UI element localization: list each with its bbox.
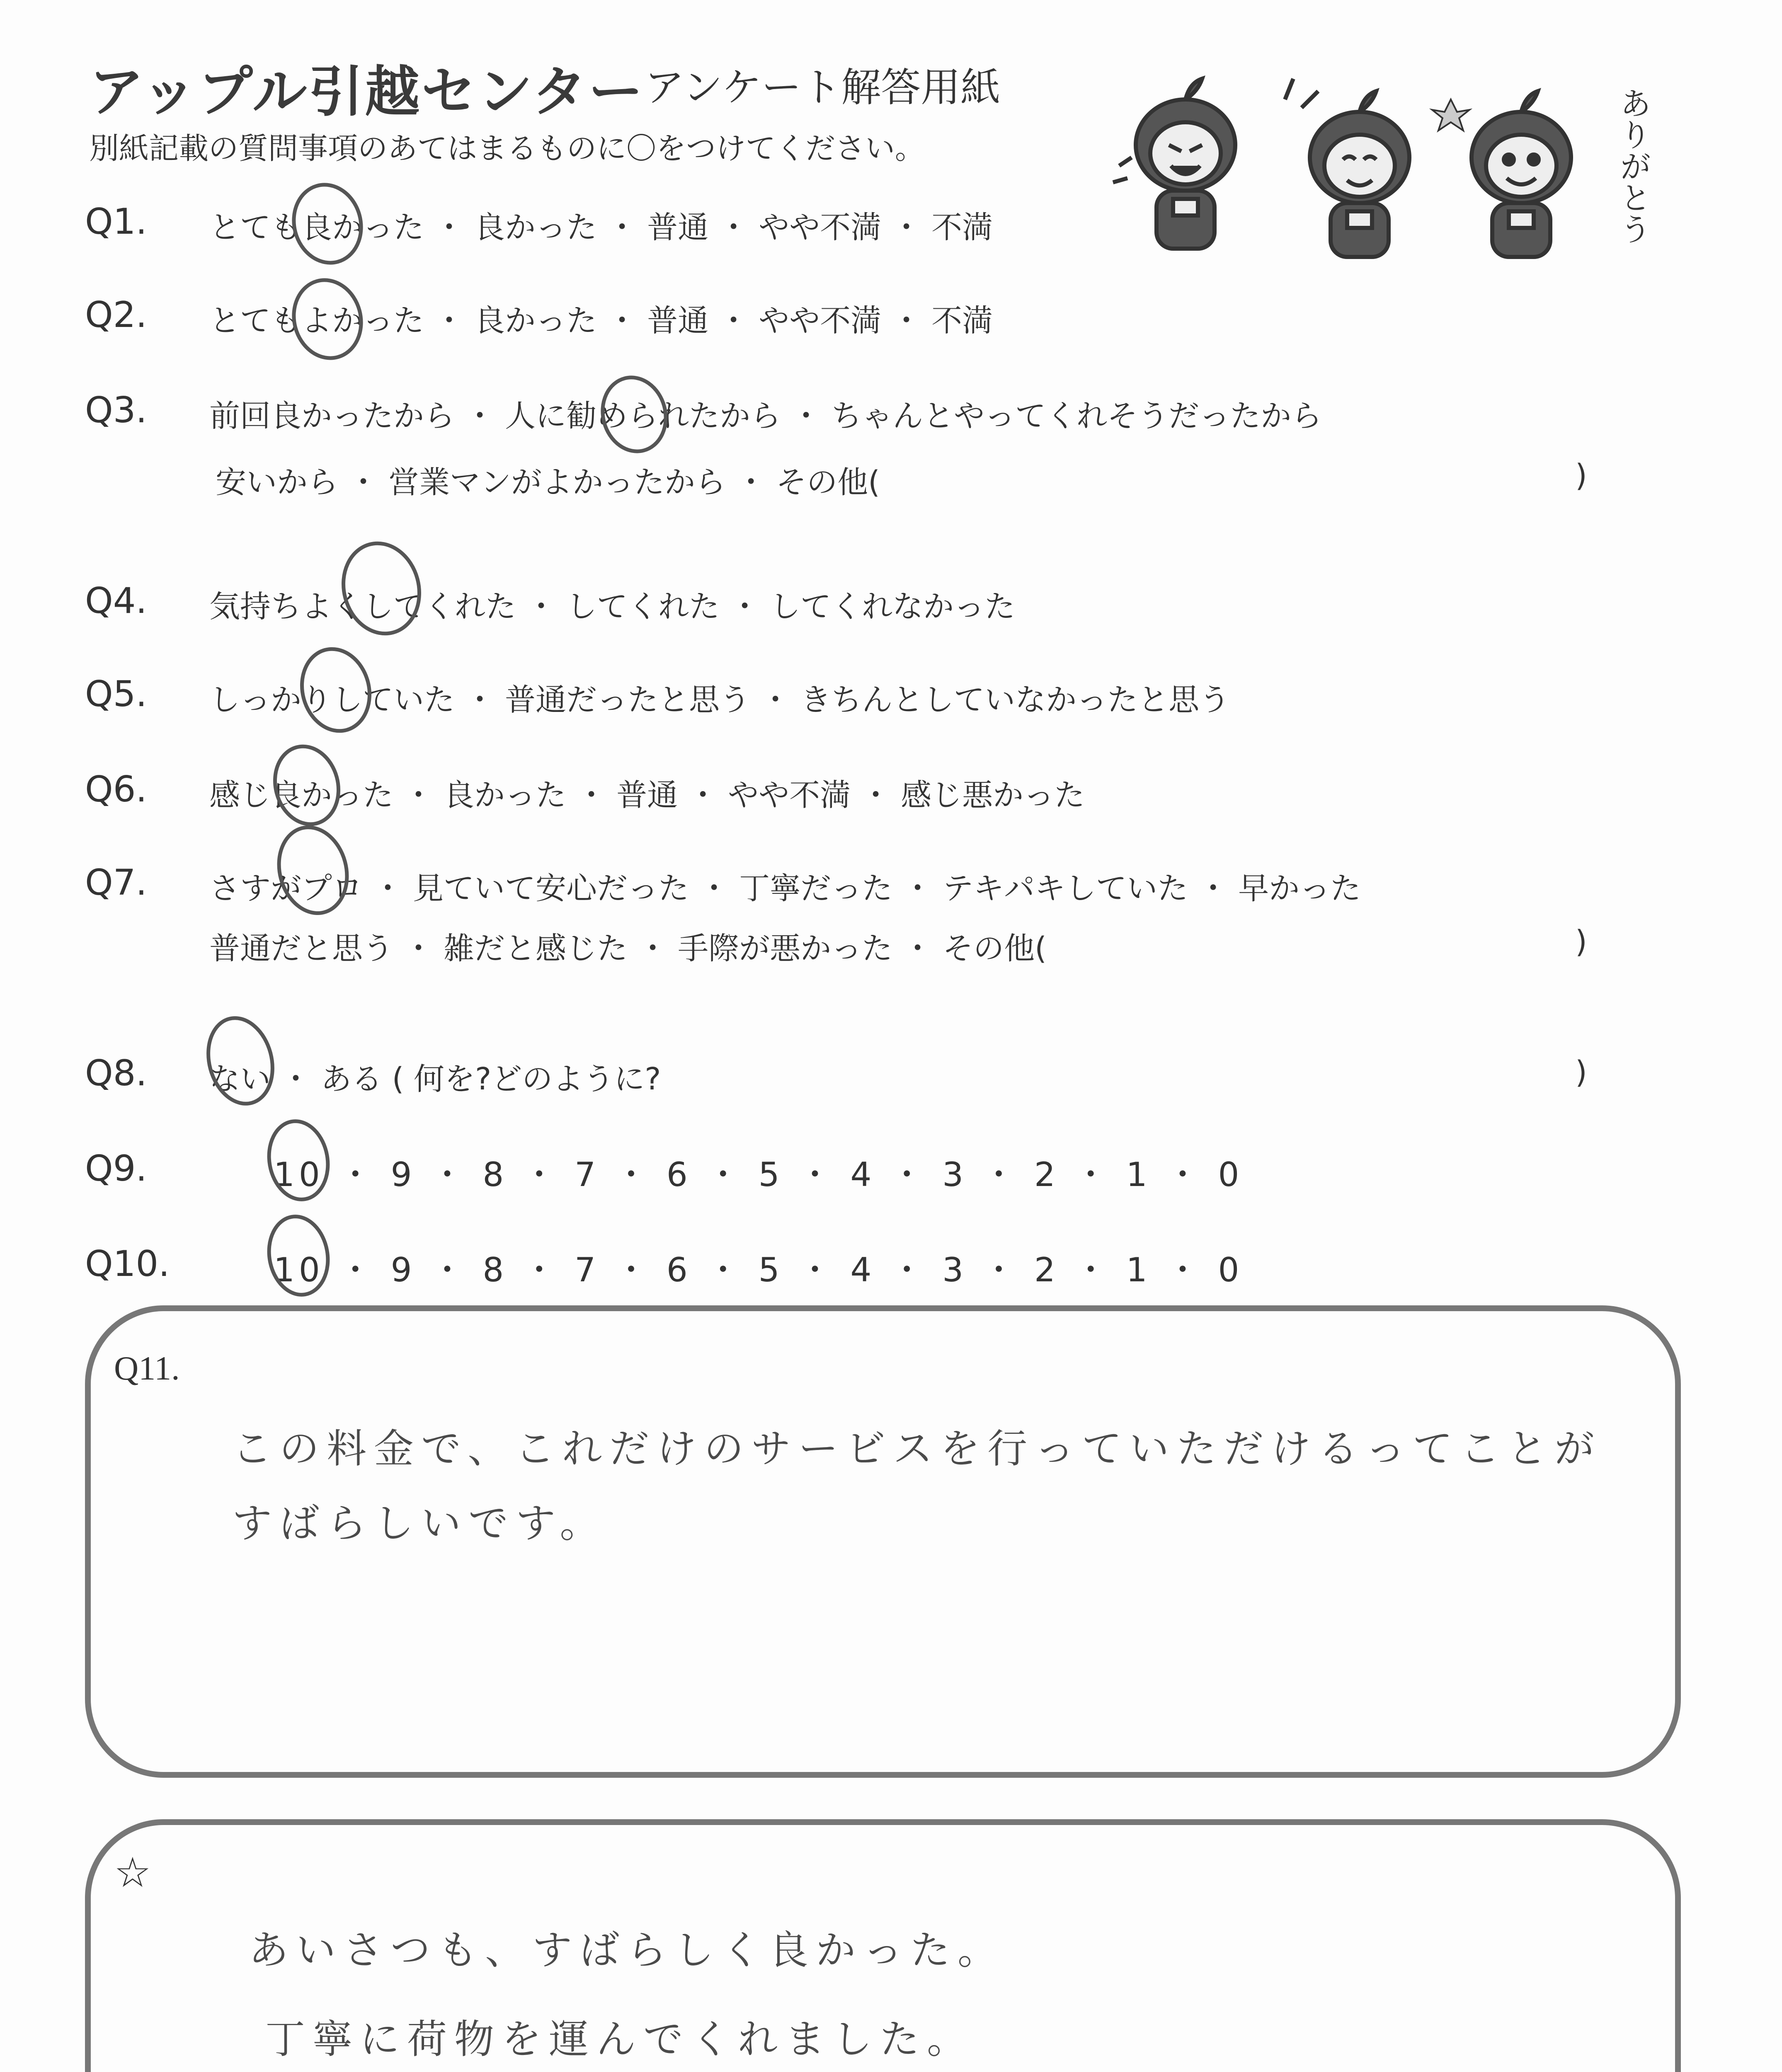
q11-label: Q11. [114,1349,180,1387]
question-number: Q9. [85,1148,147,1189]
form-subtitle: アンケート解答用紙 [645,64,1001,111]
question-options-line2: 安いから ・ 営業マンがよかったから ・ その他( [216,465,880,500]
answer-circle-q9 [263,1116,334,1204]
answer-circle-q7 [270,820,356,921]
question-number: Q3. [85,390,147,431]
question-options: しっかりしていた ・ 普通だったと思う ・ きちんとしていなかったと思う [209,682,1230,718]
question-options-line2: 普通だと思う ・ 雑だと感じた ・ 手際が悪かった ・ その他( [209,931,1047,966]
answer-circle-q4 [334,535,429,642]
question-number: Q5. [85,673,147,715]
closing-paren: ) [1575,1055,1587,1090]
question-number: Q4. [85,580,147,622]
star-comment-line: 丁寧に荷物を運んでくれました。 [265,2016,974,2062]
answer-circle-q8 [199,1011,281,1111]
question-options: 感じ良かった ・ 良かった ・ 普通 ・ やや不満 ・ 感じ悪かった [209,777,1085,813]
question-number: Q10. [85,1243,170,1285]
closing-paren: ) [1575,924,1587,960]
form-title: アップル引越センター [89,60,645,124]
answer-circle-q5 [293,641,378,739]
question-number: Q1. [85,201,147,242]
mascot-caption: ありがとう [1615,87,1652,244]
star-label: ☆ [114,1850,151,1896]
answer-circle-q6 [267,739,347,831]
star-comment-line: あいさつも、すばらしく良かった。 [249,1927,1005,1973]
answer-circle-q3 [594,370,674,459]
answer-circle-q2 [285,273,370,366]
question-options: 前回良かったから ・ 人に勧められたから ・ ちゃんとやってくれそうだったから [209,398,1322,434]
rating-scale: 10 ・ 9 ・ 8 ・ 7 ・ 6 ・ 5 ・ 4 ・ 3 ・ 2 ・ 1 ・ 0 [274,1155,1244,1194]
rating-scale: 10 ・ 9 ・ 8 ・ 7 ・ 6 ・ 5 ・ 4 ・ 3 ・ 2 ・ 1 ・ 0 [274,1251,1244,1289]
question-number: Q7. [85,862,147,903]
question-options: とてもよかった ・ 良かった ・ 普通 ・ やや不満 ・ 不満 [209,303,993,339]
question-number: Q6. [85,769,147,810]
question-options: さすがプロ ・ 見ていて安心だった ・ 丁寧だった ・ テキパキしていた ・ 早かった [209,871,1361,906]
question-number: Q8. [85,1053,147,1094]
q11-comment-line: すばらしいです。 [232,1500,607,1547]
answer-circle-q10 [263,1212,334,1299]
instructions: 別紙記載の質問事項のあてはまるものに〇をつけてください。 [89,131,925,166]
question-options: 気持ちよくしてくれた ・ してくれた ・ してくれなかった [209,589,1016,625]
question-options: とても良かった ・ 良かった ・ 普通 ・ やや不満 ・ 不満 [209,210,993,245]
q11-comment-line: この料金で、これだけのサービスを行っていただけるってことが [232,1426,1602,1472]
closing-paren: ) [1575,458,1587,494]
question-options: ない ・ ある ( 何を?どのように? [209,1061,661,1097]
question-number: Q2. [85,294,147,336]
answer-circle-q1 [285,177,370,271]
